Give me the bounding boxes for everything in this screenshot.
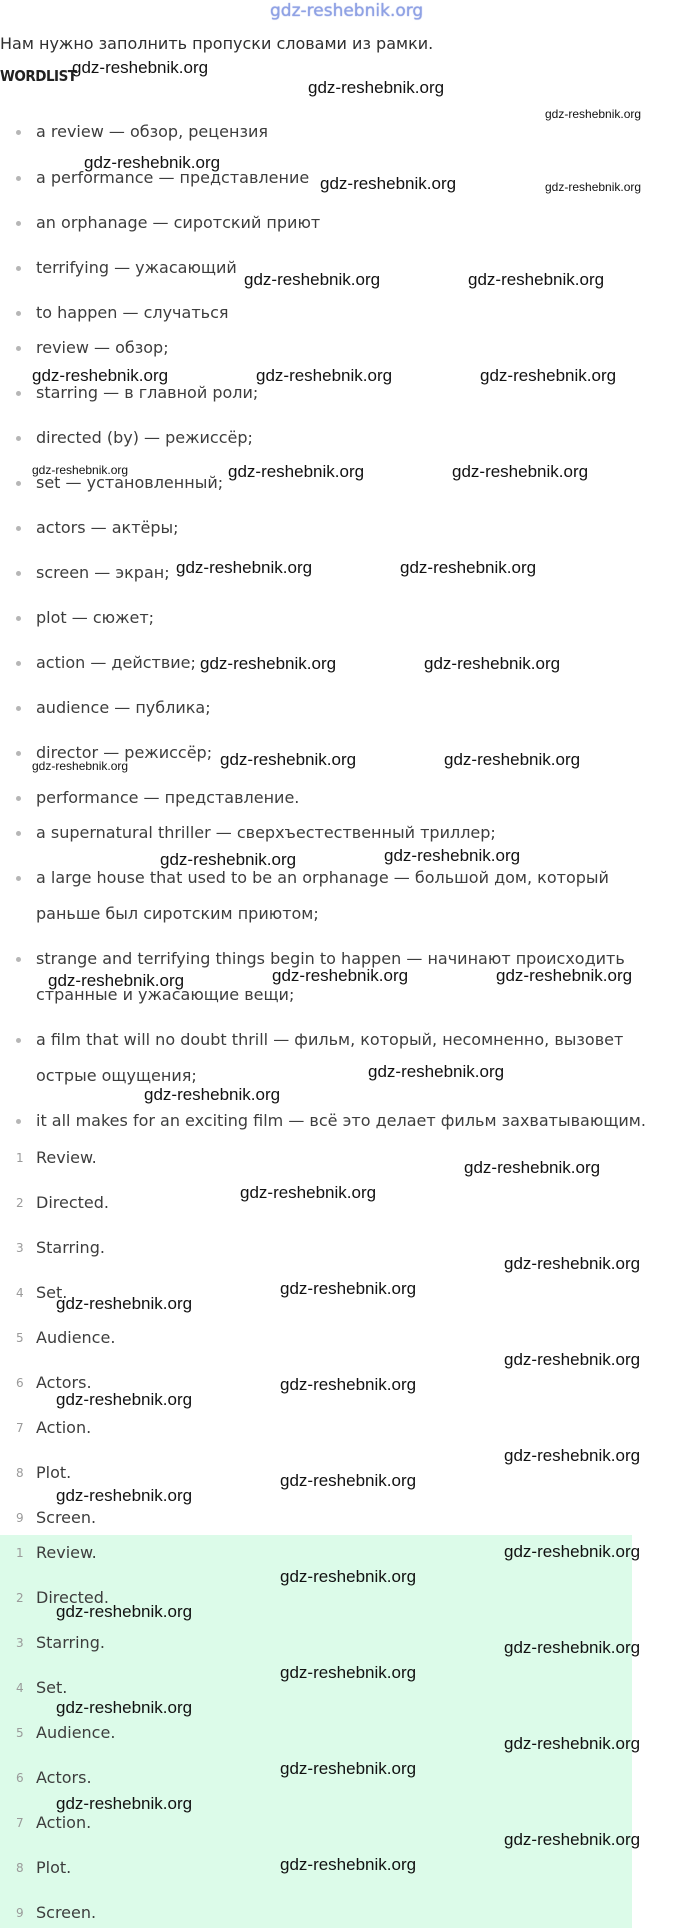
watermark: gdz-reshebnik.org (280, 1759, 417, 1778)
watermark: gdz-reshebnik.org (368, 1062, 505, 1081)
wordlist-item: starring — в главной роли; (0, 375, 660, 411)
watermark: gdz-reshebnik.org (48, 971, 185, 990)
answer-number: 6 (16, 1376, 24, 1390)
watermark: gdz-reshebnik.org (72, 58, 209, 77)
watermark: gdz-reshebnik.org (56, 1602, 193, 1621)
answer-word: Set. (36, 1283, 68, 1302)
wordlist-item: set — установленный; (0, 465, 660, 501)
answer-word: Actors. (36, 1373, 92, 1392)
answer-word: Action. (36, 1813, 92, 1832)
answer-number: 8 (16, 1861, 24, 1875)
answer-word: Screen. (36, 1508, 97, 1527)
watermark: gdz-reshebnik.org (545, 180, 642, 194)
answer-word: Action. (36, 1418, 92, 1437)
wordlist-item: a supernatural thriller — сверхъестественный триллер; (0, 815, 660, 851)
watermark: gdz-reshebnik.org (504, 1254, 641, 1273)
wordlist-item: to happen — случаться (0, 295, 660, 331)
answer-word: Directed. (36, 1588, 109, 1607)
watermark: gdz-reshebnik.org (400, 558, 537, 577)
answer-number: 7 (16, 1816, 24, 1830)
watermark: gdz-reshebnik.org (84, 153, 221, 172)
watermark: gdz-reshebnik.org (280, 1471, 417, 1490)
watermark: gdz-reshebnik.org (272, 966, 409, 985)
watermark: gdz-reshebnik.org (504, 1542, 641, 1561)
answer-word: Starring. (36, 1238, 105, 1257)
answer-word: Screen. (36, 1903, 97, 1922)
wordlist-item: audience — публика; (0, 690, 660, 726)
watermark: gdz-reshebnik.org (244, 270, 381, 289)
watermark: gdz-reshebnik.org (32, 366, 169, 385)
task-instruction: Нам нужно заполнить пропуски словами из рамки. (0, 34, 434, 53)
wordlist-item: a large house that used to be an orphanage — большой дом, который раньше был сиротским приютом; (0, 860, 660, 932)
watermark: gdz-reshebnik.org (504, 1446, 641, 1465)
wordlist-item: plot — сюжет; (0, 600, 660, 636)
watermark: gdz-reshebnik.org (160, 850, 297, 869)
watermark: gdz-reshebnik.org (504, 1830, 641, 1849)
watermark: gdz-reshebnik.org (56, 1390, 193, 1409)
wordlist-item: terrifying — ужасающий (0, 250, 660, 286)
answer-word: Set. (36, 1678, 68, 1697)
wordlist-item: review — обзор; (0, 330, 660, 366)
watermark: gdz-reshebnik.org (56, 1698, 193, 1717)
wordlist-item: a film that will no doubt thrill — фильм, который, несомненно, вызовет острые ощущения; (0, 1022, 660, 1094)
watermark: gdz-reshebnik.org (220, 750, 357, 769)
watermark: gdz-reshebnik.org (480, 366, 617, 385)
answer-number: 6 (16, 1771, 24, 1785)
wordlist-item: actors — актёры; (0, 510, 660, 546)
watermark: gdz-reshebnik.org (464, 1158, 601, 1177)
answer-word: Audience. (36, 1328, 116, 1347)
watermark: gdz-reshebnik.org (228, 462, 365, 481)
watermark: gdz-reshebnik.org (56, 1794, 193, 1813)
answer-number: 1 (16, 1546, 24, 1560)
answer-number: 5 (16, 1331, 24, 1345)
watermark: gdz-reshebnik.org (280, 1567, 417, 1586)
watermark: gdz-reshebnik.org (200, 654, 337, 673)
watermark: gdz-reshebnik.org (504, 1350, 641, 1369)
wordlist-item: strange and terrifying things begin to happen — начинают происходить странные и ужасающие вещи; (0, 941, 660, 1013)
answer-number: 9 (16, 1511, 24, 1525)
answer-number: 4 (16, 1286, 24, 1300)
watermark: gdz-reshebnik.org (384, 846, 521, 865)
watermark: gdz-reshebnik.org (320, 174, 457, 193)
answer-word: Review. (36, 1543, 97, 1562)
answer-number: 1 (16, 1151, 24, 1165)
answer-word: Directed. (36, 1193, 109, 1212)
answer-word: Starring. (36, 1633, 105, 1652)
watermark: gdz-reshebnik.org (496, 966, 633, 985)
answer-number: 3 (16, 1636, 24, 1650)
answer-number: 5 (16, 1726, 24, 1740)
watermark: gdz-reshebnik.org (240, 1183, 377, 1202)
wordlist-item: a performance — представление (0, 160, 660, 196)
wordlist-item: directed (by) — режиссёр; (0, 420, 660, 456)
wordlist-item: a review — обзор, рецензия (0, 114, 660, 150)
answer-word: Review. (36, 1148, 97, 1167)
watermark: gdz-reshebnik.org (280, 1279, 417, 1298)
watermark: gdz-reshebnik.org (452, 462, 589, 481)
answer-number: 3 (16, 1241, 24, 1255)
answer-number: 8 (16, 1466, 24, 1480)
wordlist-item: action — действие; (0, 645, 660, 681)
watermark: gdz-reshebnik.org (280, 1375, 417, 1394)
watermark: gdz-reshebnik.org (32, 759, 129, 773)
watermark: gdz-reshebnik.org (444, 750, 581, 769)
answer-number: 2 (16, 1591, 24, 1605)
watermark: gdz-reshebnik.org (504, 1734, 641, 1753)
wordlist-item: an orphanage — сиротский приют (0, 205, 660, 241)
watermark: gdz-reshebnik.org (504, 1638, 641, 1657)
wordlist-item: performance — представление. (0, 780, 660, 816)
answer-word: Plot. (36, 1858, 72, 1877)
answer-word: Actors. (36, 1768, 92, 1787)
watermark: gdz-reshebnik.org (545, 107, 642, 121)
watermark: gdz-reshebnik.org (280, 1663, 417, 1682)
answer-number: 9 (16, 1906, 24, 1920)
answer-number: 2 (16, 1196, 24, 1210)
wordlist-title: WORDLIST (0, 67, 77, 85)
wordlist-item: it all makes for an exciting film — всё это делает фильм захватывающим. (0, 1103, 660, 1139)
wordlist-item: director — режиссёр; (0, 735, 660, 771)
watermark: gdz-reshebnik.org (308, 78, 445, 97)
watermark: gdz-reshebnik.org (256, 366, 393, 385)
watermark: gdz-reshebnik.org (32, 463, 129, 477)
watermark: gdz-reshebnik.org (176, 558, 313, 577)
watermark: gdz-reshebnik.org (468, 270, 605, 289)
wordlist-item: screen — экран; (0, 555, 660, 591)
site-header-link[interactable]: gdz-reshebnik.org (270, 1, 424, 21)
watermark: gdz-reshebnik.org (56, 1294, 193, 1313)
answer-number: 7 (16, 1421, 24, 1435)
watermark: gdz-reshebnik.org (144, 1085, 281, 1104)
answer-word: Audience. (36, 1723, 116, 1742)
answer-number: 4 (16, 1681, 24, 1695)
answer-word: Plot. (36, 1463, 72, 1482)
watermark: gdz-reshebnik.org (56, 1486, 193, 1505)
watermark: gdz-reshebnik.org (280, 1855, 417, 1874)
watermark: gdz-reshebnik.org (424, 654, 561, 673)
